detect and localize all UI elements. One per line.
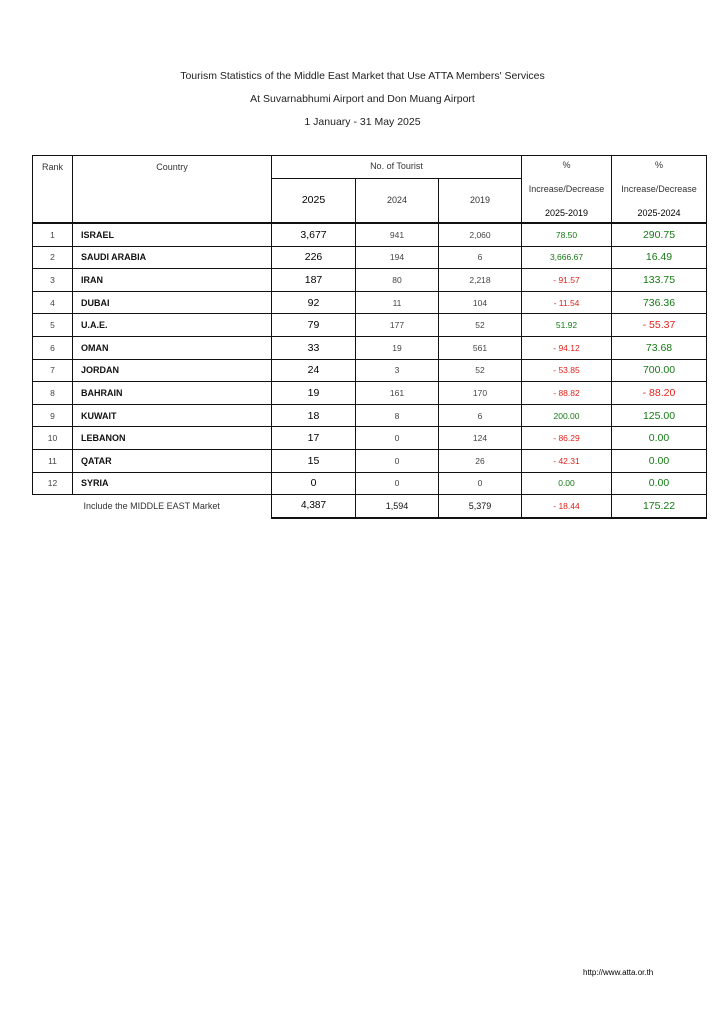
rank-cell: 11 (33, 449, 73, 472)
tourists-2024-cell: 80 (356, 269, 439, 292)
total-2025-cell: 4,387 (272, 495, 356, 518)
pct-2025-2024-cell: 700.00 (612, 359, 707, 382)
tourists-2024-cell: 19 (356, 336, 439, 359)
total-pct-2025-2024-cell: 175.22 (612, 495, 707, 518)
table-row (33, 223, 707, 246)
table-row (33, 291, 707, 314)
year-2024-header: 2024 (356, 178, 439, 223)
tourists-2025-cell: 33 (272, 336, 356, 359)
tourists-2025-cell: 15 (272, 449, 356, 472)
report-subtitle: At Suvarnabhumi Airport and Don Muang Airport (250, 93, 475, 105)
total-2019-cell: 5,379 (439, 495, 522, 518)
tourists-2019-cell: 52 (439, 359, 522, 382)
pct-2025-2019-header (522, 156, 612, 224)
pct-2025-2024-cell: 73.68 (612, 336, 707, 359)
tourists-2025-cell: 3,677 (272, 223, 356, 246)
rank-cell: 2 (33, 246, 73, 269)
tourists-2025-cell: 19 (272, 382, 356, 405)
country-cell: SYRIA (73, 472, 272, 495)
tourists-2019-cell: 124 (439, 427, 522, 450)
country-cell: BAHRAIN (73, 382, 272, 405)
table-row (33, 404, 707, 427)
year-2025-header: 2025 (272, 178, 356, 223)
pct-2025-2024-header (612, 156, 707, 224)
pct-2025-2019-cell: 51.92 (522, 314, 612, 337)
report-title: Tourism Statistics of the Middle East Market that Use ATTA Members' Services (180, 70, 545, 82)
table-row (33, 472, 707, 495)
pct-2025-2024-cell: 125.00 (612, 404, 707, 427)
tourists-2025-cell: 24 (272, 359, 356, 382)
rank-cell: 6 (33, 336, 73, 359)
total-pct-2025-2019-cell: - 18.44 (522, 495, 612, 518)
tourists-2024-cell: 0 (356, 472, 439, 495)
total-2024-cell: 1,594 (356, 495, 439, 518)
rank-cell: 12 (33, 472, 73, 495)
pct-2025-2024-cell: - 88.20 (612, 382, 707, 405)
tourists-2019-cell: 6 (439, 404, 522, 427)
tourist-count-header: No. of Tourist (272, 156, 522, 179)
pct-2025-2024-cell: 0.00 (612, 427, 707, 450)
rank-cell: 1 (33, 223, 73, 246)
table-row (33, 427, 707, 450)
tourists-2024-cell: 194 (356, 246, 439, 269)
table-row (33, 246, 707, 269)
tourists-2019-cell: 561 (439, 336, 522, 359)
pct-2025-2024-cell: 0.00 (612, 472, 707, 495)
table-row (33, 359, 707, 382)
tourists-2024-cell: 8 (356, 404, 439, 427)
table-row (33, 449, 707, 472)
tourists-2025-cell: 17 (272, 427, 356, 450)
pct-symbol: % (562, 160, 571, 170)
pct-2025-2024-cell: - 55.37 (612, 314, 707, 337)
tourists-2019-cell: 0 (439, 472, 522, 495)
total-label: Include the MIDDLE EAST Market (83, 501, 220, 512)
tourists-2019-cell: 6 (439, 246, 522, 269)
country-cell: ISRAEL (73, 223, 272, 246)
tourists-2025-cell: 226 (272, 246, 356, 269)
pct-period: 2025-2019 (544, 208, 589, 218)
rank-cell: 8 (33, 382, 73, 405)
pct-2025-2019-cell: - 42.31 (522, 449, 612, 472)
tourists-2025-cell: 79 (272, 314, 356, 337)
rank-cell: 10 (33, 427, 73, 450)
year-2019-header: 2019 (439, 178, 522, 223)
pct-symbol: % (654, 160, 663, 170)
pct-2025-2019-cell: - 11.54 (522, 291, 612, 314)
tourists-2019-cell: 26 (439, 449, 522, 472)
country-cell: U.A.E. (73, 314, 272, 337)
tourists-2019-cell: 2,218 (439, 269, 522, 292)
tourists-2019-cell: 170 (439, 382, 522, 405)
pct-2025-2019-cell: - 86.29 (522, 427, 612, 450)
tourists-2024-cell: 177 (356, 314, 439, 337)
rank-cell: 9 (33, 404, 73, 427)
pct-2025-2019-cell: 0.00 (522, 472, 612, 495)
tourists-2024-cell: 3 (356, 359, 439, 382)
table-row (33, 382, 707, 405)
table-row (33, 336, 707, 359)
rank-cell: 7 (33, 359, 73, 382)
pct-label: Increase/Decrease (621, 184, 697, 194)
pct-2025-2019-cell: - 53.85 (522, 359, 612, 382)
tourists-2019-cell: 104 (439, 291, 522, 314)
pct-2025-2019-cell: - 88.82 (522, 382, 612, 405)
pct-2025-2019-cell: - 94.12 (522, 336, 612, 359)
tourists-2025-cell: 0 (272, 472, 356, 495)
pct-2025-2024-cell: 0.00 (612, 449, 707, 472)
pct-period: 2025-2024 (637, 208, 681, 218)
rank-header: Rank (33, 156, 73, 224)
tourists-2025-cell: 18 (272, 404, 356, 427)
pct-2025-2019-cell: 200.00 (522, 404, 612, 427)
tourism-statistics-table (32, 155, 707, 519)
tourists-2024-cell: 11 (356, 291, 439, 314)
tourists-2025-cell: 187 (272, 269, 356, 292)
pct-2025-2019-cell: 78.50 (522, 223, 612, 246)
country-header: Country (73, 156, 272, 224)
tourists-2024-cell: 0 (356, 449, 439, 472)
pct-2025-2024-cell: 290.75 (612, 223, 707, 246)
country-cell: DUBAI (73, 291, 272, 314)
tourists-2019-cell: 52 (439, 314, 522, 337)
table-row (33, 269, 707, 292)
table-row (33, 314, 707, 337)
pct-2025-2024-cell: 736.36 (612, 291, 707, 314)
country-cell: QATAR (73, 449, 272, 472)
pct-2025-2024-cell: 133.75 (612, 269, 707, 292)
rank-cell: 5 (33, 314, 73, 337)
pct-2025-2024-cell: 16.49 (612, 246, 707, 269)
rank-cell: 4 (33, 291, 73, 314)
tourists-2024-cell: 941 (356, 223, 439, 246)
country-cell: OMAN (73, 336, 272, 359)
tourists-2024-cell: 0 (356, 427, 439, 450)
rank-cell: 3 (33, 269, 73, 292)
country-cell: KUWAIT (73, 404, 272, 427)
footer-url: http://www.atta.or.th (583, 968, 654, 977)
total-row (33, 495, 707, 518)
country-cell: LEBANON (73, 427, 272, 450)
report-period: 1 January - 31 May 2025 (304, 116, 421, 128)
pct-2025-2019-cell: 3,666.67 (522, 246, 612, 269)
tourists-2025-cell: 92 (272, 291, 356, 314)
tourists-2024-cell: 161 (356, 382, 439, 405)
country-cell: SAUDI ARABIA (73, 246, 272, 269)
tourists-2019-cell: 2,060 (439, 223, 522, 246)
pct-label: Increase/Decrease (528, 184, 605, 194)
pct-2025-2019-cell: - 91.57 (522, 269, 612, 292)
country-cell: IRAN (73, 269, 272, 292)
country-cell: JORDAN (73, 359, 272, 382)
